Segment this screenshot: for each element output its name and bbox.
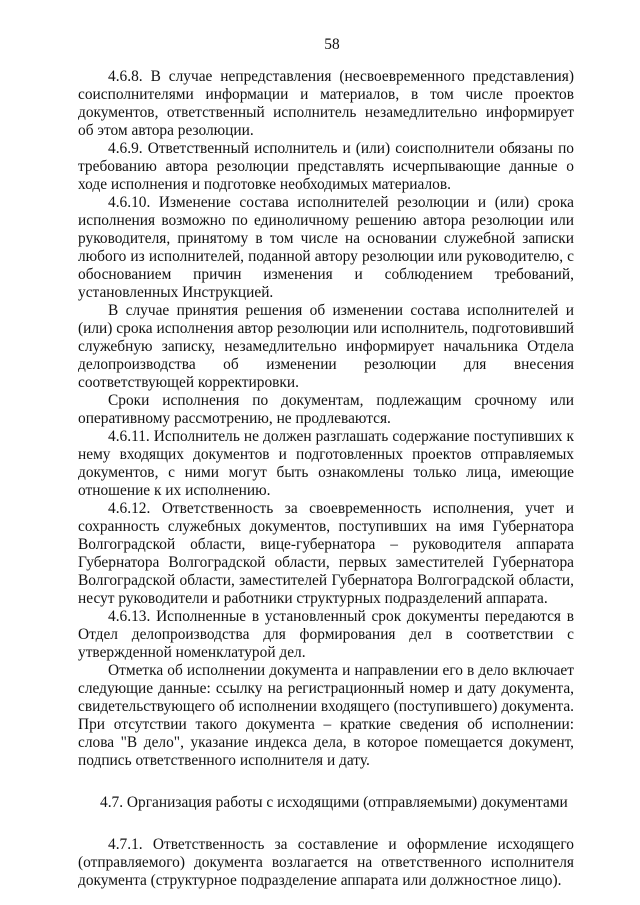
paragraph-4-6-8: 4.6.8. В случае непредставления (несвоевременного представления) соисполнителями информации и материалов, в том числе проектов документов, ответственный исполнитель незамедлительно информирует об этом автора резолюции. — [78, 68, 574, 139]
section-heading-4-7: 4.7. Организация работы с исходящими (отправляемыми) документами — [100, 794, 568, 811]
paragraph-4-6-11: 4.6.11. Исполнитель не должен разглашать содержание поступивших к нему входящих документов и подготовленных проектов отправляемых документов, с ними могут быть ознакомлены только лица, имеющие отношение к их исполнению. — [78, 428, 574, 499]
paragraph-change-decision: В случае принятия решения об изменении состава исполнителей и (или) срока исполнения автор резолюции или исполнитель, подготовивший служебную записку, незамедлительно информирует начальника Отдела делопроизводства об изменении резолюции для внесения соответствующей корректировки. — [78, 302, 574, 391]
page-number: 58 — [324, 36, 340, 53]
paragraph-execution-mark: Отметка об исполнении документа и направлении его в дело включает следующие данные: ссылку на регистрационный номер и дату документа, свидетельствующего об исполнении входящего (поступившего) документа. При отсутствии такого документа – краткие сведения об исполнении: слова "В дело", указание индекса дела, в которое помещается документ, подпись ответственного исполнителя и дату. — [78, 662, 574, 769]
paragraph-4-7-1: 4.7.1. Ответственность за составление и оформление исходящего (отправляемого) документа возлагается на ответственного исполнителя документа (структурное подразделение аппарата или должностное лицо). — [78, 836, 574, 889]
paragraph-4-6-13: 4.6.13. Исполненные в установленный срок документы передаются в Отдел делопроизводства для формирования дел в соответствии с утвержденной номенклатурой дел. — [78, 608, 574, 661]
paragraph-4-6-9: 4.6.9. Ответственный исполнитель и (или) соисполнители обязаны по требованию автора резолюции представлять исчерпывающие данные о ходе исполнения и подготовке необходимых материалов. — [78, 140, 574, 193]
paragraph-urgent-deadlines: Сроки исполнения по документам, подлежащим срочному или оперативному рассмотрению, не продлеваются. — [78, 392, 574, 427]
paragraph-4-6-10: 4.6.10. Изменение состава исполнителей резолюции и (или) срока исполнения возможно по единоличному решению автора резолюции или руководителя, принятому в том числе на основании служебной записки любого из исполнителей, поданной автору резолюции или руководителю, с обоснованием причин изменения и соблюдением требований, установленных Инструкцией. — [78, 194, 574, 301]
paragraph-4-6-12: 4.6.12. Ответственность за своевременность исполнения, учет и сохранность служебных документов, поступивших на имя Губернатора Волгоградской области, вице-губернатора – руководителя аппарата Губернатора Волгоградской области, первых заместителей Губернатора Волгоградской области, заместителей Губернатора Волгоградской области, несут руководители и работники структурных подразделений аппарата. — [78, 500, 574, 607]
